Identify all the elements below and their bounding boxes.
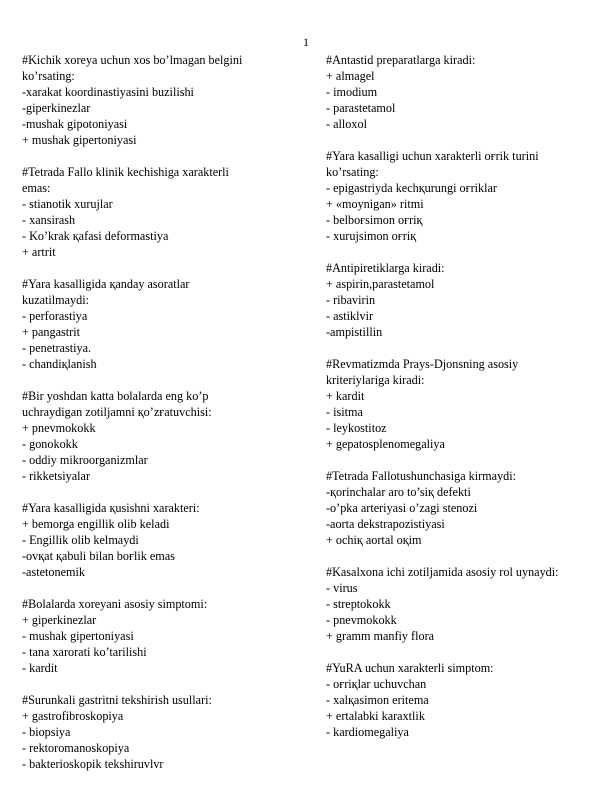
question-text: #Antipiretiklarga kiradi: — [326, 261, 445, 275]
text-line: -ovқat қabuli bilan boғlik emas — [22, 549, 175, 563]
text-line: + gastrofibroskopiya — [22, 709, 124, 723]
text-line: + pnevmokokk — [22, 421, 96, 435]
text-line: - oddiy mikroorganizmlar — [22, 453, 148, 467]
text-line: ko’rsating: — [326, 165, 379, 179]
text-line: -mushak gipotoniyasi — [22, 117, 128, 131]
text-line: - rektoromanoskopiya — [22, 741, 130, 755]
text-line: - oғriқlar uchuvchan — [326, 677, 427, 691]
question-text: #Antastid preparatlarga kiradi: — [326, 53, 476, 67]
text-line: -қorinchalar aro to’siқ defekti — [326, 485, 471, 499]
text-line: - belboғsimon oғriқ — [326, 213, 423, 227]
text-line: - astiklvir — [326, 309, 374, 323]
question-text: #Bolalarda xoreyani asosiy simptomi: — [22, 597, 208, 611]
left-column — [22, 52, 312, 788]
text-line: - stianotik xurujlar — [22, 197, 113, 211]
question-block — [326, 468, 612, 548]
question-text: #YuRA uchun xarakterli simptom: — [326, 661, 494, 675]
question-text: #Kasalxona ichi zotiljamida asosiy rol uynaydi: — [326, 565, 559, 579]
question-block — [22, 596, 312, 676]
text-line: kriteriylariga kiradi: — [326, 373, 425, 387]
text-line: -giperkinezlar — [22, 101, 91, 115]
right-column — [326, 52, 612, 756]
text-line: + giperkinezlar — [22, 613, 97, 627]
question-block — [326, 660, 612, 740]
text-line: - epigastriyda kechқurungi oғriklar — [326, 181, 497, 195]
text-line: - chandiқlanish — [22, 357, 97, 371]
page-number: 1 — [303, 35, 309, 49]
text-line: kuzatilmaydi: — [22, 293, 90, 307]
text-line: - kardiomegaliya — [326, 725, 409, 739]
text-line: + gepatosplenomegaliya — [326, 437, 445, 451]
question-block — [326, 564, 612, 644]
text-line: - streptokokk — [326, 597, 391, 611]
text-line: ko’rsating: — [22, 69, 75, 83]
text-line: - xalқasimon eritema — [326, 693, 429, 707]
text-line: + gramm manfiy flora — [326, 629, 435, 643]
text-line: - mushak gipertoniyasi — [22, 629, 134, 643]
text-line: - virus — [326, 581, 358, 595]
text-line: - bakterioskopik tekshiruvlvr — [22, 757, 164, 771]
question-block — [326, 260, 612, 340]
text-line: uchraydigan zotiljamni қo’zғatuvchisi: — [22, 405, 212, 419]
question-text: #Yara kasalligida қusishni xarakteri: — [22, 501, 200, 515]
question-block — [22, 692, 312, 772]
text-line: -ampistillin — [326, 325, 383, 339]
text-line: + aspirin,parastetamol — [326, 277, 435, 291]
text-line: - Ko’krak қafasi deformastiya — [22, 229, 169, 243]
question-text: #Yara kasalligi uchun xarakterli oғrik turini — [326, 149, 539, 163]
text-line: - perforastiya — [22, 309, 88, 323]
question-block — [22, 164, 312, 260]
question-text: #Revmatizmda Prays-Djonsning asosiy — [326, 357, 519, 371]
text-line: - imodium — [326, 85, 378, 99]
text-line: - kardit — [22, 661, 58, 675]
text-line: - leykostitoz — [326, 421, 387, 435]
text-line: -xarakat koordinastiyasini buzilishi — [22, 85, 194, 99]
text-line: emas: — [22, 181, 51, 195]
text-line: - tana xarorati ko’tarilishi — [22, 645, 147, 659]
question-block — [22, 500, 312, 580]
text-line: + pangastrit — [22, 325, 80, 339]
question-text: #Bir yoshdan katta bolalarda eng ko’p — [22, 389, 209, 403]
question-block — [22, 276, 312, 372]
text-line: + bemorga engillik olib keladi — [22, 517, 170, 531]
text-line: - alloxol — [326, 117, 367, 131]
text-line: - ribavirin — [326, 293, 376, 307]
text-line: -aorta dekstrapozistiyasi — [326, 517, 445, 531]
text-line: - biopsiya — [22, 725, 71, 739]
question-block — [326, 148, 612, 244]
text-line: - isitma — [326, 405, 363, 419]
question-block — [326, 356, 612, 452]
text-line: + ochiқ aortal oқim — [326, 533, 422, 547]
question-text: #Tetrada Fallotushunchasiga kirmaydi: — [326, 469, 517, 483]
text-line: - Engillik olib kelmaydi — [22, 533, 139, 547]
question-block — [22, 388, 312, 484]
question-text: #Yara kasalligida қanday asoratlar — [22, 277, 190, 291]
text-line: - gonokokk — [22, 437, 78, 451]
text-line: + mushak gipertoniyasi — [22, 133, 137, 147]
text-line: - parastetamol — [326, 101, 396, 115]
text-line: + almagel — [326, 69, 375, 83]
text-line: - penetrastiya. — [22, 341, 92, 355]
text-line: - xansirash — [22, 213, 76, 227]
text-line: - pnevmokokk — [326, 613, 397, 627]
text-line: - rikketsiyalar — [22, 469, 91, 483]
text-line: -o’pka arteriyasi o’zagi stenozi — [326, 501, 478, 515]
text-line: - xurujsimon oғriқ — [326, 229, 417, 243]
text-line: + kardit — [326, 389, 365, 403]
text-line: -astetonemik — [22, 565, 85, 579]
question-text: #Kichik xoreya uchun xos bo’lmagan belgini — [22, 53, 243, 67]
question-block — [22, 52, 312, 148]
question-text: #Surunkali gastritni tekshirish usullari: — [22, 693, 212, 707]
question-text: #Tetrada Fallo klinik kechishiga xarakterli — [22, 165, 229, 179]
question-block — [326, 52, 612, 132]
text-line: + ertalabki karaxtlik — [326, 709, 425, 723]
text-line: + «moynigan» ritmi — [326, 197, 424, 211]
text-line: + artrit — [22, 245, 56, 259]
